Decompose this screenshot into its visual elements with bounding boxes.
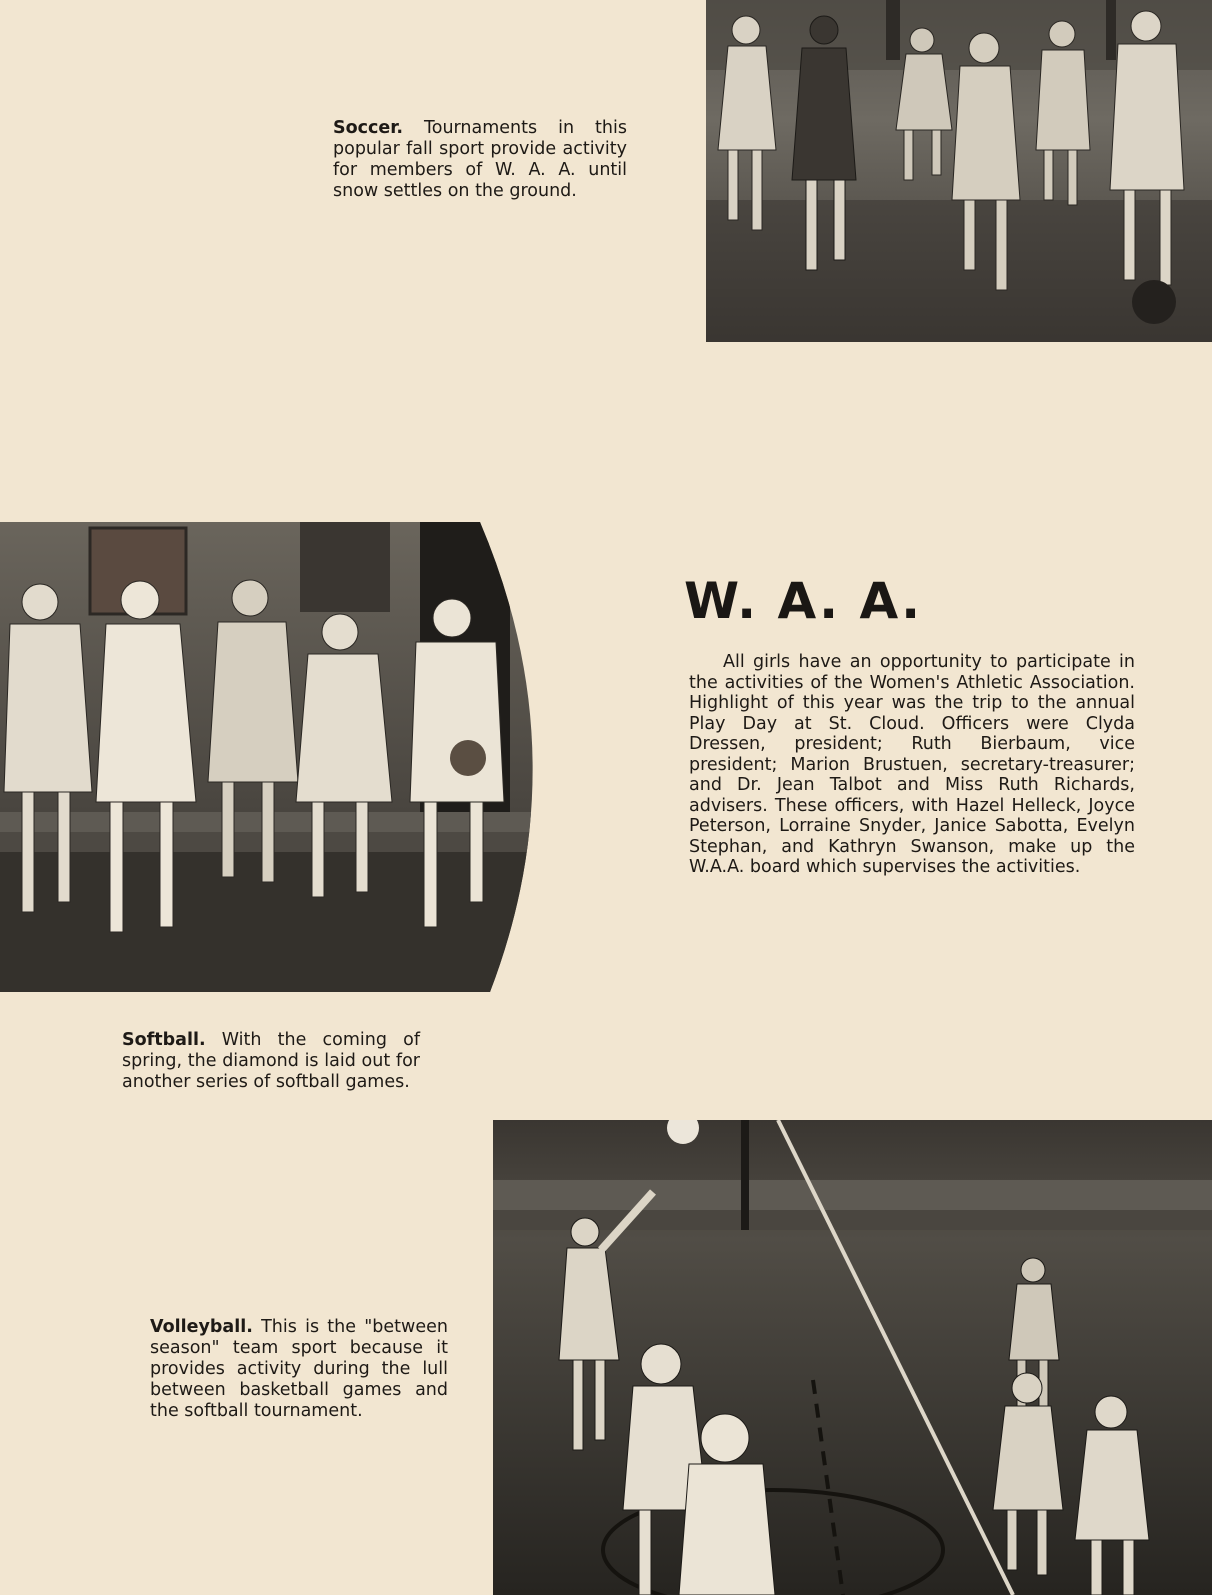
- soccer-photo: [706, 0, 1212, 342]
- volleyball-caption: [150, 1317, 448, 1422]
- soccer-caption: [333, 118, 627, 202]
- softball-caption: [122, 1030, 420, 1093]
- soccer-caption-lead: Soccer.: [333, 118, 404, 138]
- softball-caption-text: With the coming of spring, the diamond is laid out for another series of softball games.: [122, 1030, 420, 1092]
- volleyball-photo: [493, 1120, 1212, 1595]
- softball-caption-lead: Softball.: [122, 1030, 206, 1050]
- volleyball-caption-lead: Volleyball.: [150, 1317, 253, 1337]
- softball-photo: [0, 522, 560, 992]
- volleyball-caption-text: This is the "between season" team sport because it provides activity during the lull between basketball games and the softball tournament.: [150, 1317, 448, 1421]
- waa-body-text: All girls have an opportunity to participate in the activities of the Women's Athletic Association. Highlight of this year was the trip to the annual Play Day at St. Cloud. Officers were Clyda Dressen, president; Ruth Bierbaum, vice president; Marion Brustuen, secretary-treasurer; and Dr. Jean Talbot and Miss Ruth Richards, advisers. These officers, with Hazel Helleck, Joyce Peterson, Lorraine Snyder, Janice Sabotta, Evelyn Stephan, and Kathryn Swanson, make up the W.A.A. board which supervises the activities.: [689, 652, 1135, 877]
- soccer-caption-text: Tournaments in this popular fall sport provide activity for members of W. A. A. until snow settles on the ground.: [333, 118, 627, 201]
- waa-heading: W. A. A.: [684, 572, 923, 630]
